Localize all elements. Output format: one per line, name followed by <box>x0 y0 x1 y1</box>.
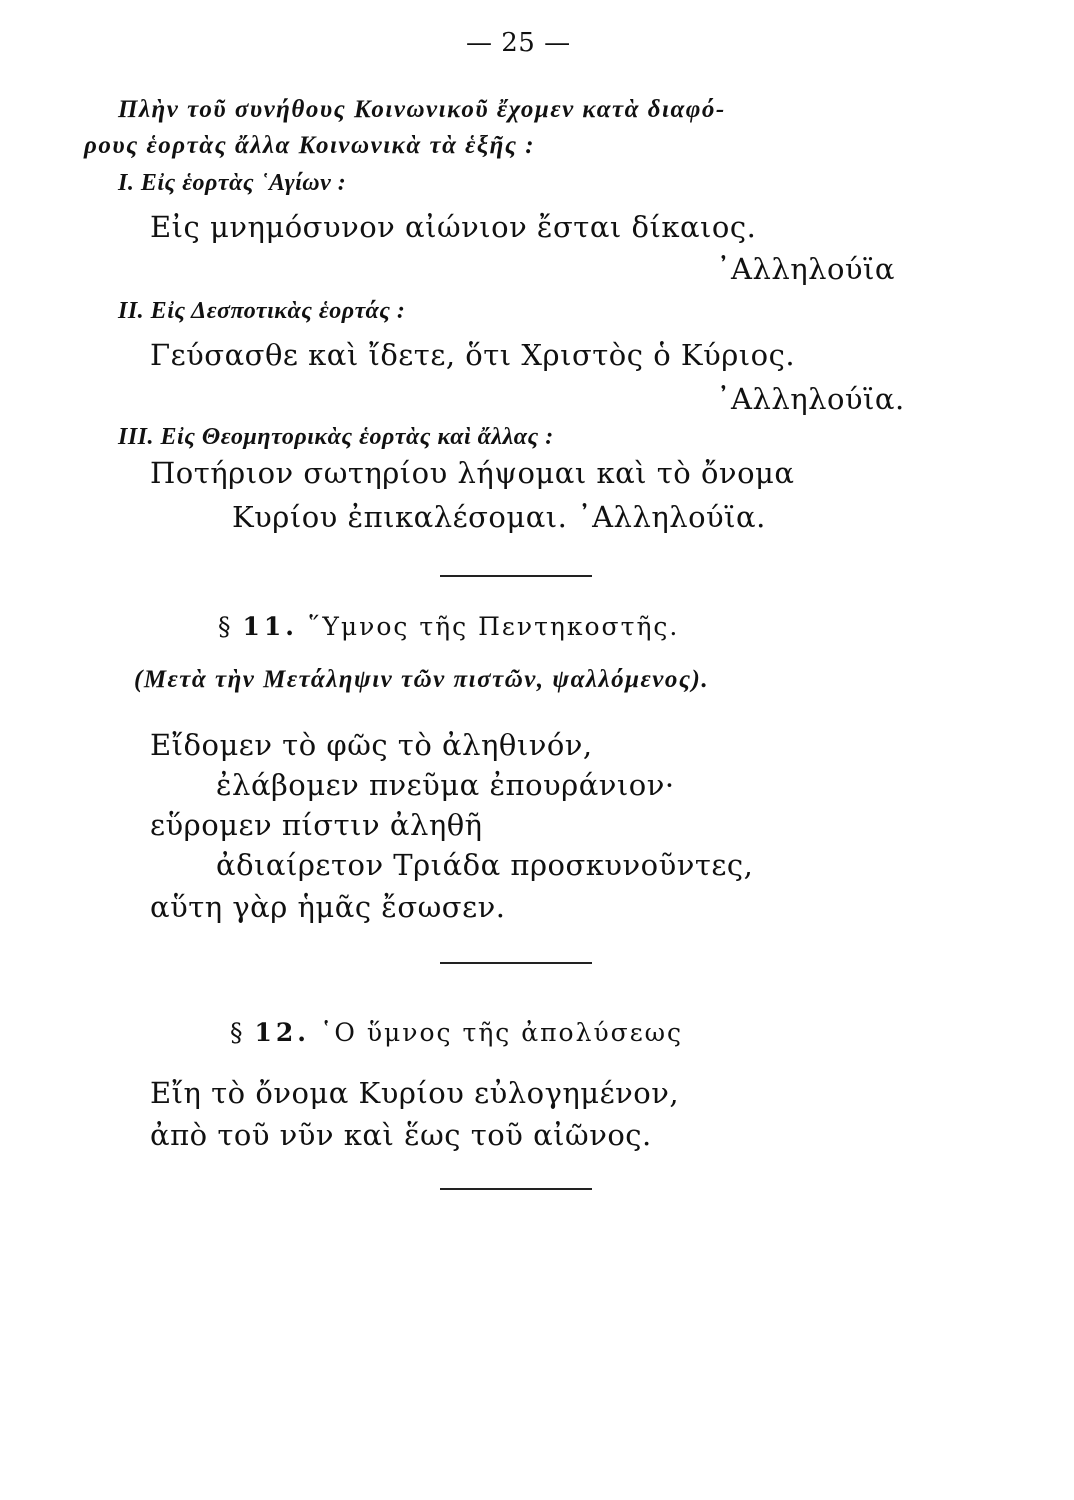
hymn-11-verse-2: ἐλάβομεν πνεῦμα ἐπουράνιον· <box>216 768 675 802</box>
section-mark: § <box>218 612 233 641</box>
page-number: — 25 — <box>466 28 571 58</box>
section-2-alleluia: ᾿Αλληλούϊα. <box>716 382 905 416</box>
divider <box>440 962 592 964</box>
section-3-heading: III. Εἰς Θεομητορικὰς ἑορτὰς καὶ ἄλλας : <box>118 424 554 450</box>
hymn-11-verse-1: Εἴδομεν τὸ φῶς τὸ ἀληθινόν, <box>150 728 593 762</box>
hymn-11-heading <box>218 612 679 641</box>
hymn-12-verse-2: ἀπὸ τοῦ νῦν καὶ ἕως τοῦ αἰῶνος. <box>150 1118 652 1152</box>
divider <box>440 575 592 577</box>
section-1-heading: I. Εἰς ἑορτὰς ῾Αγίων : <box>118 170 347 196</box>
hymn-11-subtitle: (Μετὰ τὴν Μετάληψιν τῶν πιστῶν, ψαλλόμενος). <box>134 666 710 693</box>
section-2-verse: Γεύσασθε καὶ ἴδετε, ὅτι Χριστὸς ὁ Κύριος. <box>150 338 796 372</box>
section-3-verse-1: Ποτήριον σωτηρίου λήψομαι καὶ τὸ ὄνομα <box>150 456 795 490</box>
divider <box>440 1188 592 1190</box>
section-3-verse-2: Κυρίου ἐπικαλέσομαι. ᾿Αλληλούϊα. <box>232 500 766 534</box>
hymn-11-verse-3: εὕρομεν πίστιν ἀληθῆ <box>150 808 483 842</box>
hymn-11-number: 11. <box>242 612 298 641</box>
hymn-11-verse-4: ἀδιαίρετον Τριάδα προσκυνοῦντες, <box>216 848 754 882</box>
hymn-11-verse-5: αὕτη γὰρ ἡμᾶς ἔσωσεν. <box>150 890 506 924</box>
section-2-heading: II. Εἰς Δεσποτικὰς ἑορτάς : <box>118 298 406 324</box>
intro-line-1: Πλὴν τοῦ συνήθους Κοινωνικοῦ ἔχομεν κατὰ διαφό- <box>118 96 726 123</box>
hymn-11-title: ῞Υμνος τῆς Πεντηκοστῆς. <box>307 612 680 641</box>
hymn-12-verse-1: Εἴη τὸ ὄνομα Κυρίου εὐλογημένον, <box>150 1076 680 1110</box>
hymn-12-title: ῾Ο ὕμνος τῆς ἀπολύσεως <box>319 1018 684 1047</box>
section-1-alleluia: ᾿Αλληλούϊα <box>716 252 895 286</box>
hymn-12-heading <box>230 1018 683 1047</box>
intro-line-2: ρους ἑορτὰς ἄλλα Κοινωνικὰ τὰ ἑξῆς : <box>84 132 536 159</box>
hymn-12-number: 12. <box>254 1018 310 1047</box>
section-1-verse: Εἰς μνημόσυνον αἰώνιον ἔσται δίκαιος. <box>150 210 757 244</box>
section-mark: § <box>230 1018 245 1047</box>
